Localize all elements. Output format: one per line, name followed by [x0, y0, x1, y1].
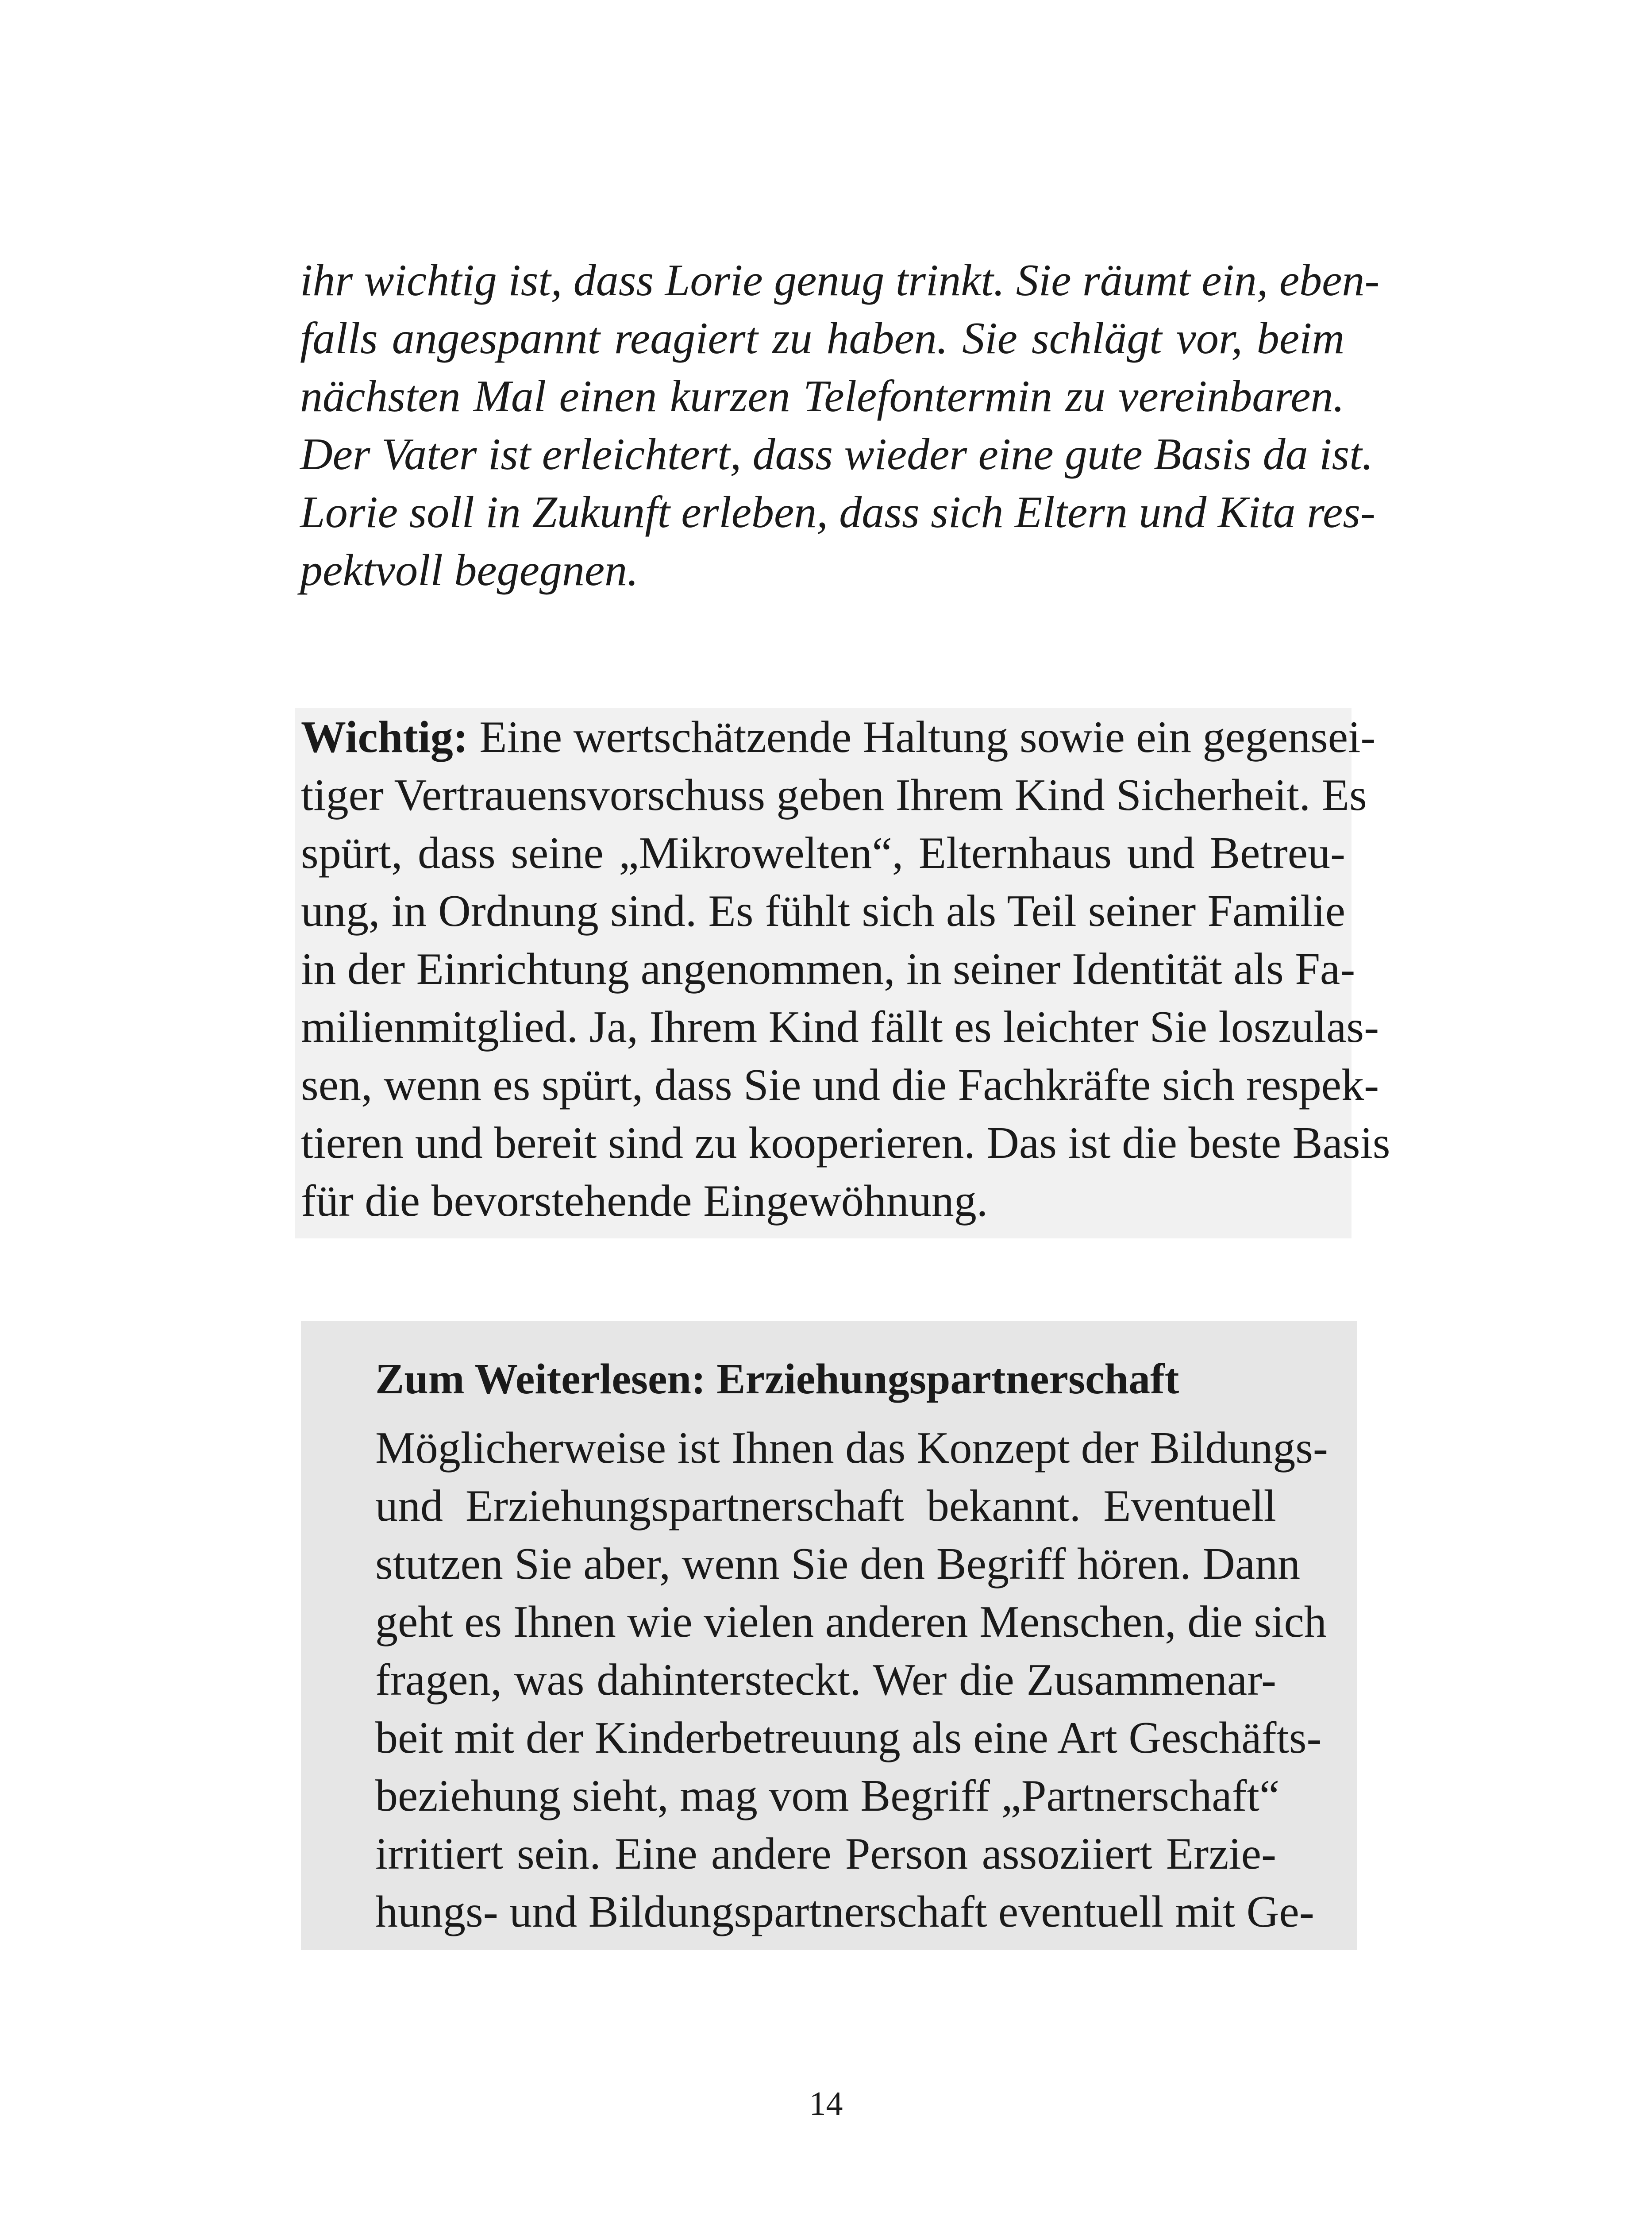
important-note-line: sen, wenn es spürt, dass Sie und die Fachkräfte sich respek-	[301, 1060, 1379, 1110]
narrative-line: Lorie soll in Zukunft erleben, dass sich Eltern und Kita res-	[300, 487, 1375, 537]
important-note-line: in der Einrichtung angenommen, in seiner Identität als Fa-	[301, 944, 1355, 994]
important-note-line: ung, in Ordnung sind. Es fühlt sich als Teil seiner Familie	[301, 886, 1345, 936]
further-reading-line: stutzen Sie aber, wenn Sie den Begriff hören. Dann	[375, 1539, 1301, 1589]
narrative-line: Der Vater ist erleichtert, dass wieder eine gute Basis da ist.	[300, 429, 1374, 479]
narrative-line: pektvoll begegnen.	[300, 545, 639, 595]
further-reading-line: und Erziehungspartnerschaft bekannt. Eventuell	[375, 1481, 1276, 1531]
important-note-line: tiger Vertrauensvorschuss geben Ihrem Kind Sicherheit. Es	[301, 770, 1367, 820]
important-note-box	[295, 708, 1390, 1238]
narrative-line: ihr wichtig ist, dass Lorie genug trinkt. Sie räumt ein, eben-	[300, 255, 1380, 305]
important-note-line: spürt, dass seine „Mikrowelten“, Elternhaus und Betreu-	[301, 828, 1345, 878]
narrative-line: nächsten Mal einen kurzen Telefontermin zu vereinbaren.	[300, 371, 1344, 421]
further-reading-line: irritiert sein. Eine andere Person assoziiert Erzie-	[375, 1829, 1276, 1879]
further-reading-line: geht es Ihnen wie vielen anderen Menschen, die sich	[375, 1597, 1327, 1647]
page-number: 14	[809, 2085, 843, 2122]
further-reading-line: beziehung sieht, mag vom Begriff „Partnerschaft“	[375, 1771, 1280, 1821]
narrative-paragraph	[300, 251, 1380, 599]
important-note-line: für die bevorstehende Eingewöhnung.	[301, 1176, 988, 1226]
further-reading-text	[375, 1419, 1328, 1941]
important-note-line: tieren und bereit sind zu kooperieren. Das ist die beste Basis	[301, 1118, 1390, 1168]
important-note-line	[301, 708, 1376, 766]
further-reading-title: Zum Weiterlesen: Erziehungspartnerschaft	[375, 1355, 1179, 1403]
important-note-text	[301, 708, 1390, 1230]
important-note-line: milienmitglied. Ja, Ihrem Kind fällt es leichter Sie loszulas-	[301, 1002, 1379, 1052]
further-reading-box	[301, 1321, 1357, 1950]
important-note-label: Wichtig:	[301, 712, 468, 762]
further-reading-line: Möglicherweise ist Ihnen das Konzept der Bildungs-	[375, 1423, 1328, 1473]
further-reading-line: fragen, was dahintersteckt. Wer die Zusammenar-	[375, 1655, 1276, 1705]
narrative-line: falls angespannt reagiert zu haben. Sie schlägt vor, beim	[300, 313, 1344, 363]
important-note-first-line: Eine wertschätzende Haltung sowie ein gegensei-	[468, 712, 1376, 762]
further-reading-line: hungs- und Bildungspartnerschaft eventuell mit Ge-	[375, 1887, 1314, 1937]
further-reading-line: beit mit der Kinderbetreuung als eine Art Geschäfts-	[375, 1713, 1322, 1763]
